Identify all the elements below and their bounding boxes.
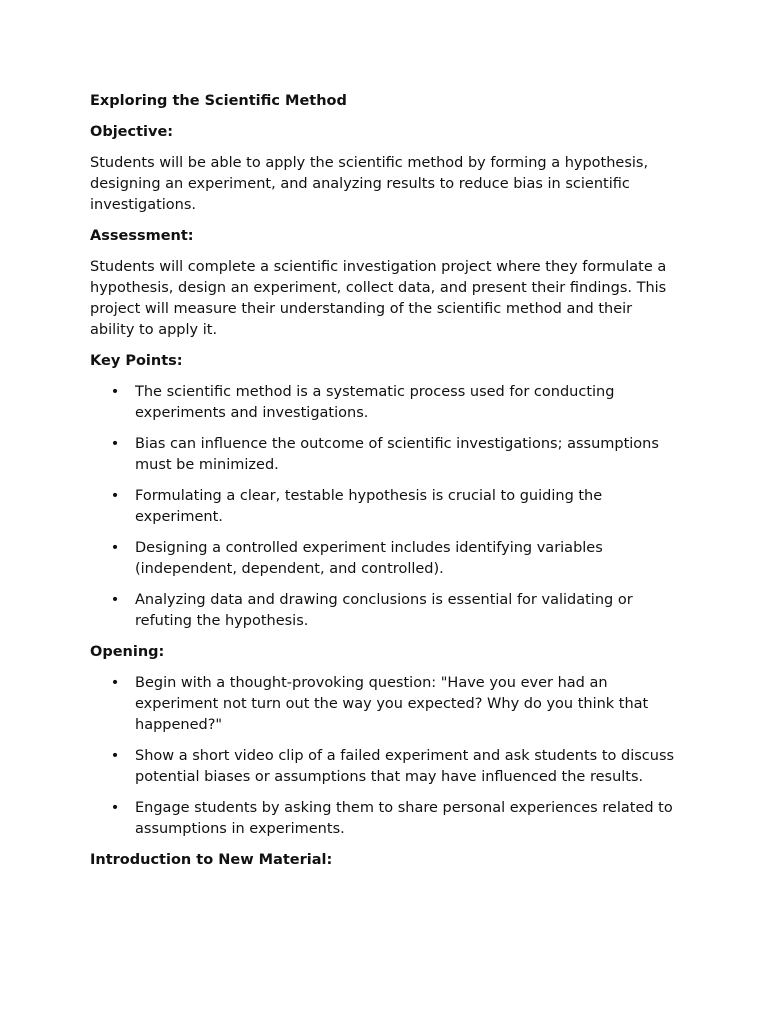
list-item bbox=[90, 590, 680, 632]
opening-heading: Opening: bbox=[90, 644, 165, 660]
key-points-heading: Key Points: bbox=[90, 353, 183, 369]
key-points-list bbox=[90, 382, 680, 632]
bullet-icon: • bbox=[110, 592, 120, 608]
objective-text: Students will be able to apply the scientific method by forming a hypothesis, designing an experiment, and analyzing results to reduce bias in scientific investigations. bbox=[90, 155, 649, 213]
list-item-text: The scientific method is a systematic process used for conducting experiments and investigations. bbox=[135, 384, 615, 421]
assessment-heading: Assessment: bbox=[90, 228, 194, 244]
list-item-text: Formulating a clear, testable hypothesis is crucial to guiding the experiment. bbox=[135, 488, 603, 525]
list-item bbox=[90, 673, 680, 736]
list-item bbox=[90, 538, 680, 580]
assessment-text: Students will complete a scientific investigation project where they formulate a hypothesis, design an experiment, collect data, and present their findings. This project will measure their understanding of the scientific method and their ability to apply it. bbox=[90, 259, 667, 338]
bullet-icon: • bbox=[110, 436, 120, 452]
bullet-icon: • bbox=[110, 540, 120, 556]
list-item-text: Engage students by asking them to share personal experiences related to assumptions in experiments. bbox=[135, 800, 673, 837]
bullet-icon: • bbox=[110, 748, 120, 764]
list-item-text: Analyzing data and drawing conclusions is essential for validating or refuting the hypothesis. bbox=[135, 592, 633, 629]
bullet-icon: • bbox=[110, 800, 120, 816]
introduction-heading: Introduction to New Material: bbox=[90, 852, 333, 868]
list-item bbox=[90, 486, 680, 528]
document-title: Exploring the Scientific Method bbox=[90, 93, 347, 109]
objective-heading: Objective: bbox=[90, 124, 174, 140]
list-item-text: Designing a controlled experiment includes identifying variables (independent, dependent, and controlled). bbox=[135, 540, 603, 577]
bullet-icon: • bbox=[110, 384, 120, 400]
list-item-text: Bias can influence the outcome of scientific investigations; assumptions must be minimized. bbox=[135, 436, 659, 473]
opening-list bbox=[90, 673, 680, 840]
bullet-icon: • bbox=[110, 488, 120, 504]
list-item bbox=[90, 746, 680, 788]
list-item bbox=[90, 798, 680, 840]
list-item bbox=[90, 382, 680, 424]
list-item bbox=[90, 434, 680, 476]
list-item-text: Show a short video clip of a failed experiment and ask students to discuss potential biases or assumptions that may have influenced the results. bbox=[135, 748, 675, 785]
list-item-text: Begin with a thought-provoking question: "Have you ever had an experiment not turn out the way you expected? Why do you think that happened?" bbox=[135, 675, 649, 733]
bullet-icon: • bbox=[110, 675, 120, 691]
